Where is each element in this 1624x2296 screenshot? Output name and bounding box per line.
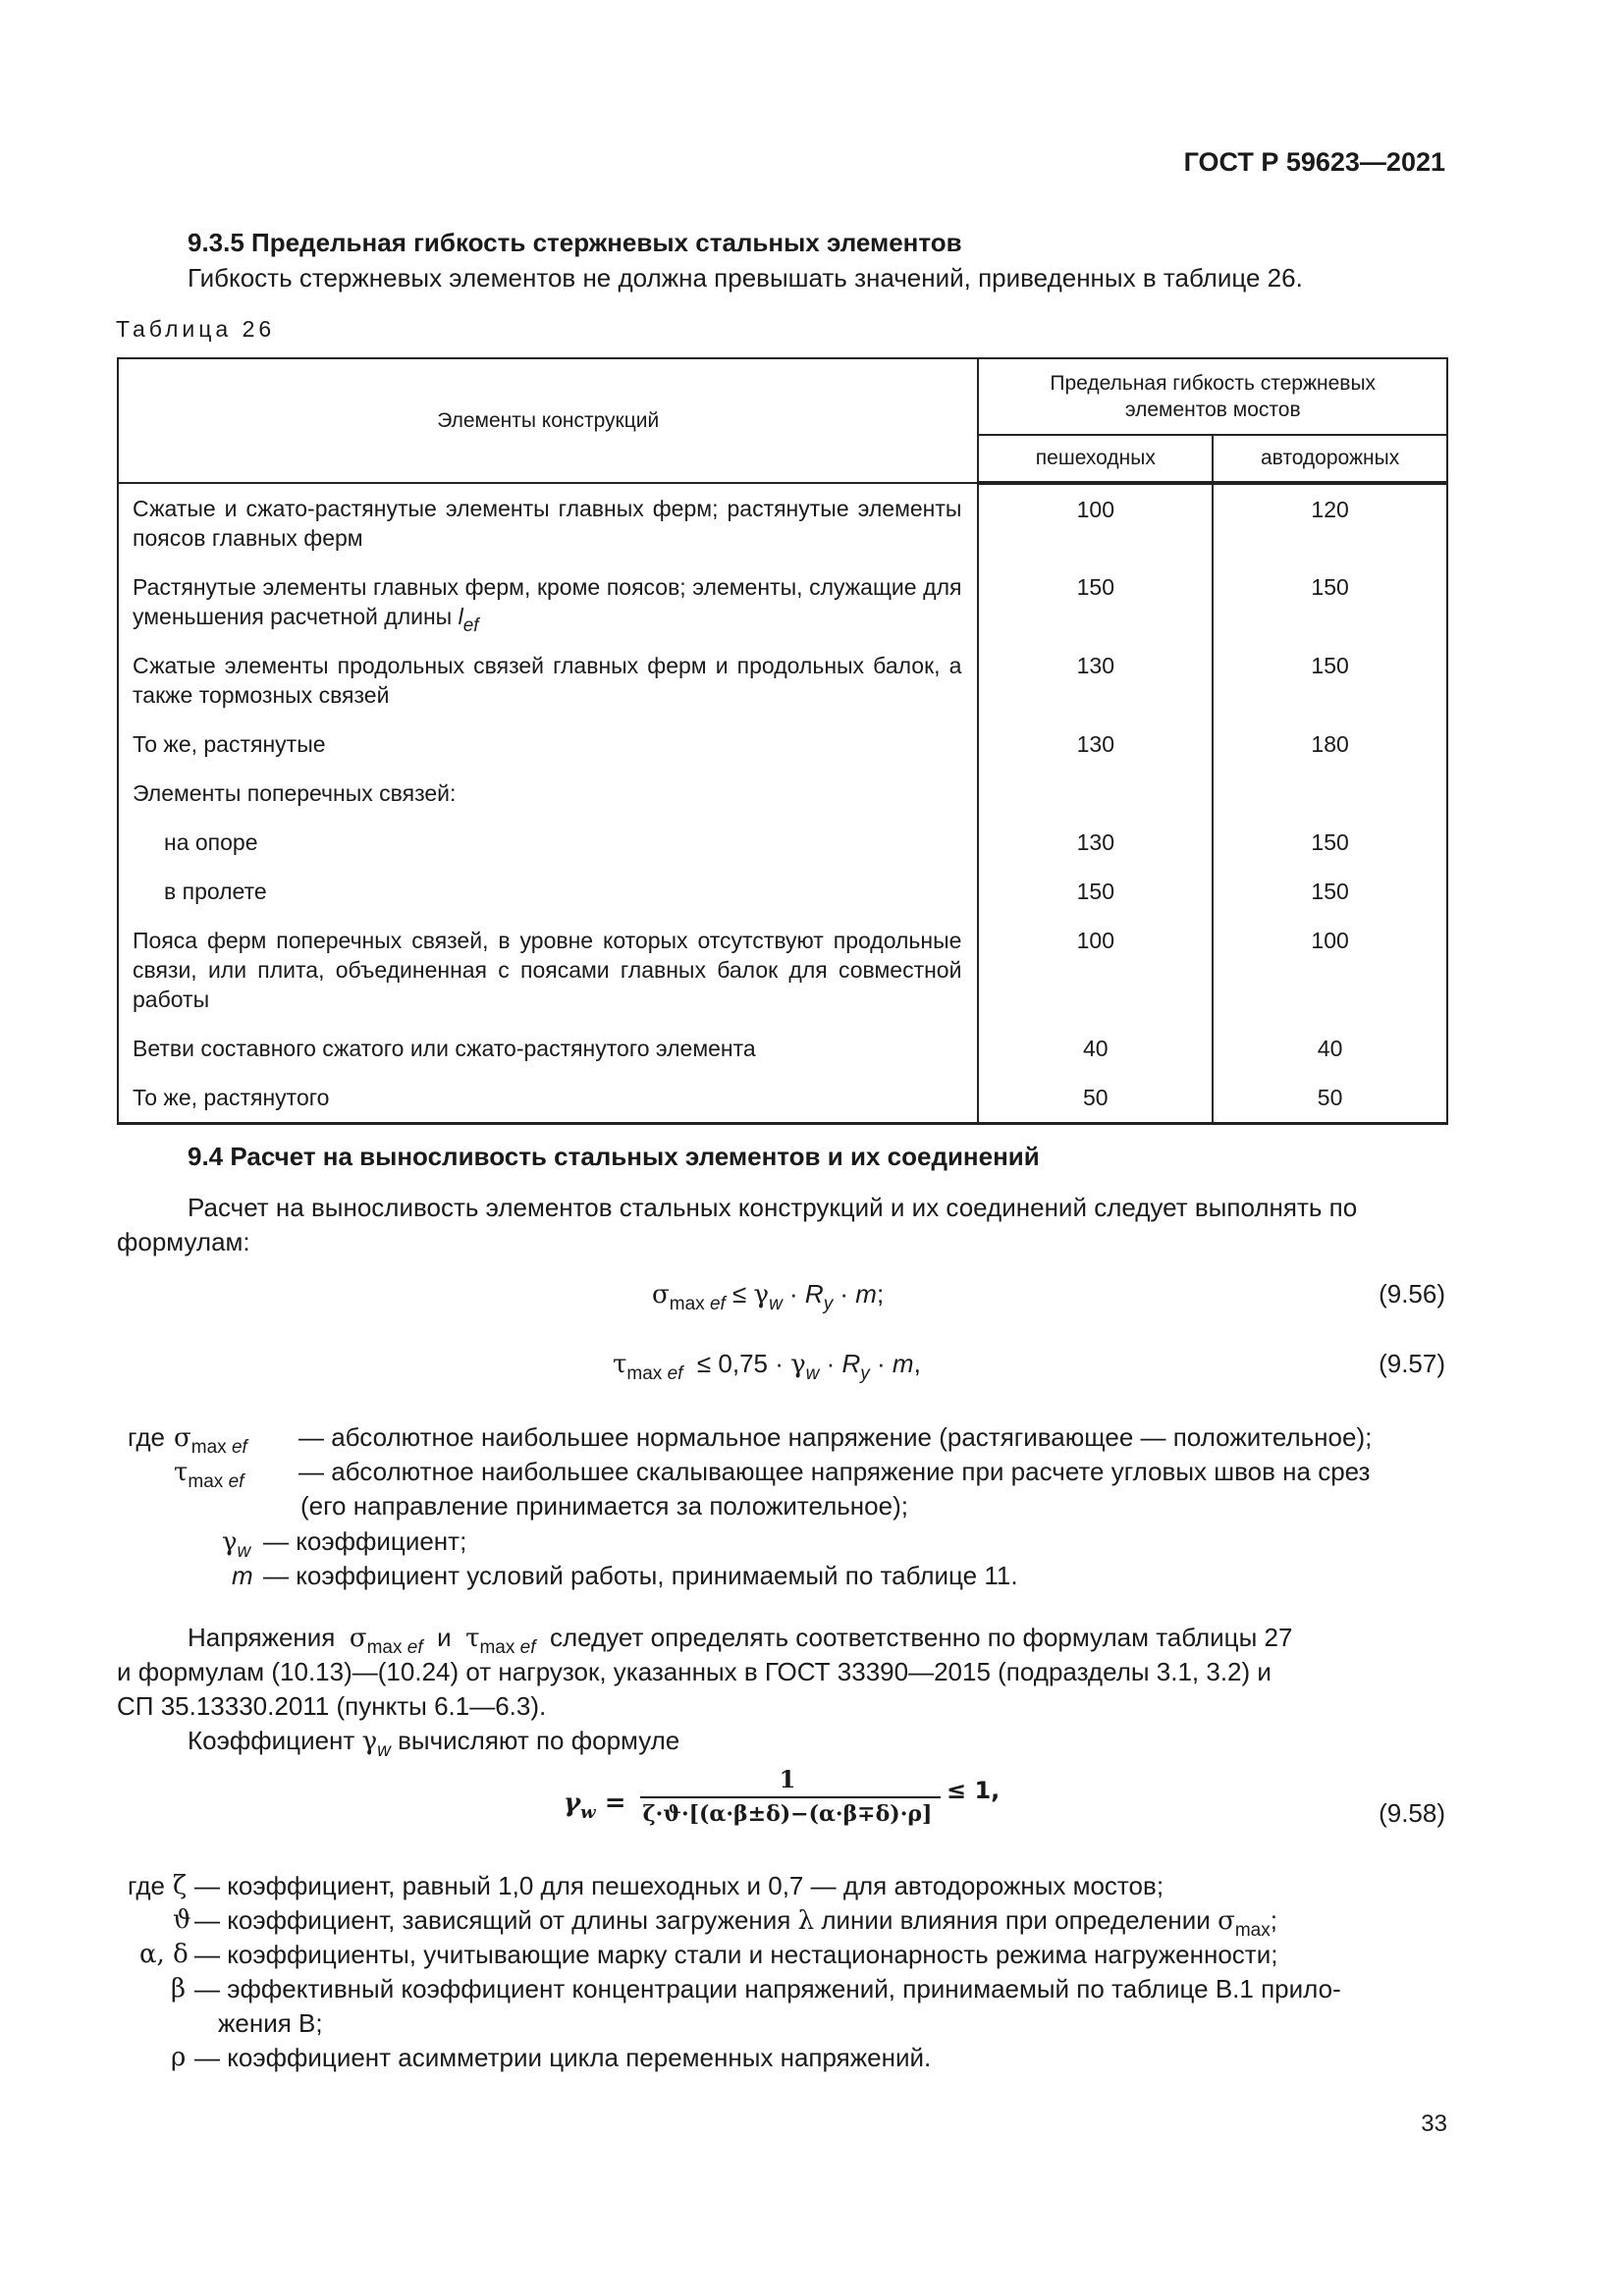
table-caption: Таблица 26 (116, 316, 276, 342)
text: линии влияния при определении (821, 1905, 1211, 1935)
definition-tau-line2: (его направление принимается за положительное); (300, 1491, 908, 1521)
row-value-pedestrian: 50 (978, 1073, 1213, 1124)
paragraph-stresses-line1: Напряжения $\sigma_{max ef}$ и $\tau_{max ef}$ следует определять соответственно по формулам таблицы 27 (188, 1623, 1293, 1658)
length-symbol: l (458, 604, 463, 629)
definition-tau-line1: — абсолютное наибольшее скалывающее напряжение при расчете угловых швов на срез (298, 1457, 1371, 1486)
text: вычисляют по формуле (398, 1726, 680, 1755)
text: следует определять соответственно по формулам таблицы 27 (549, 1623, 1293, 1652)
formula-denominator: ζ·ϑ·[(α·β±δ)−(α·β∓δ)·ρ] (642, 1801, 933, 1827)
definition-sigma: — абсолютное наибольшее нормальное напряжение (растягивающее — положительное); (298, 1422, 1373, 1452)
row-value-pedestrian: 150 (978, 562, 1213, 641)
formula-9-56: $\sigma_{max ef} \le \gamma_w \cdot R_y \cdot m$; (652, 1279, 885, 1314)
table-row (118, 769, 1447, 818)
table-header-group-line1: Предельная гибкость стержневых (1050, 372, 1377, 395)
row-value-road: 150 (1213, 818, 1447, 867)
row-value-road: 50 (1213, 1073, 1447, 1124)
row-value-pedestrian: 130 (978, 818, 1213, 867)
row-value-road: 120 (1213, 483, 1447, 562)
symbol-alpha-delta: α, δ (139, 1940, 189, 1969)
document-code: ГОСТ Р 59623—2021 (1183, 147, 1445, 177)
definition-alpha-delta: — коэффициенты, учитывающие марку стали и нестационарность режима нагруженности; (194, 1940, 1278, 1969)
definition-m: — коэффициент условий работы, принимаемый по таблице 11. (263, 1561, 1018, 1590)
row-label: в пролете (118, 867, 978, 916)
row-label-text: Растянутые элементы главных ферм, кроме поясов; элементы, служащие для уменьшения расчетной длины (133, 574, 962, 629)
row-value-road: 150 (1213, 867, 1447, 916)
formula-numerator: 1 (779, 1765, 796, 1793)
length-subscript: ef (462, 615, 479, 636)
row-label (118, 562, 978, 641)
row-label: Сжатые и сжато-растянутые элементы главных ферм; растянутые элементы поясов главных ферм (118, 483, 978, 562)
row-value-pedestrian: 130 (978, 641, 1213, 720)
text: — коэффициент, зависящий от длины загружения (194, 1905, 791, 1935)
paragraph-stresses-line2: и формулам (10.13)—(10.24) от нагрузок, указанных в ГОСТ 33390—2015 (подразделы 3.1, 3.2) и (117, 1657, 1272, 1686)
paragraph-stresses-line3: СП 35.13330.2011 (пункты 6.1—6.3). (117, 1691, 547, 1721)
equation-number-9-58: (9.58) (1379, 1798, 1445, 1828)
row-value-road: 40 (1213, 1024, 1447, 1073)
text: Коэффициент (188, 1726, 355, 1755)
symbol-zeta: ζ (173, 1871, 188, 1900)
table-row (118, 818, 1447, 867)
row-value-pedestrian: 100 (978, 483, 1213, 562)
row-label: Сжатые элементы продольных связей главных ферм и продольных балок, а также тормозных связей (118, 641, 978, 720)
table-row (118, 1024, 1447, 1073)
definition-beta-line1: — эффективный коэффициент концентрации напряжений, принимаемый по таблице В.1 прило- (194, 1974, 1341, 2003)
formula-inequality: ≤ 1, (947, 1777, 1001, 1804)
row-value-road: 150 (1213, 562, 1447, 641)
row-label: То же, растянутые (118, 720, 978, 769)
symbol-theta: ϑ (173, 1905, 191, 1935)
intro-line-2: формулам: (117, 1227, 250, 1256)
row-value-pedestrian: 130 (978, 720, 1213, 769)
formula-lhs: $\gamma_w$ = (564, 1789, 626, 1823)
fraction-bar (640, 1796, 941, 1798)
row-value-pedestrian: 40 (978, 1024, 1213, 1073)
table-26 (117, 357, 1448, 1125)
table-row (118, 1073, 1447, 1124)
symbol-tau: $\tau_{max ef}$ (174, 1458, 244, 1492)
row-label: на опоре (118, 818, 978, 867)
section-text-9-3-5: Гибкость стержневых элементов не должна превышать значений, приведенных в таблице 26. (188, 263, 1303, 293)
definition-gamma: — коэффициент; (263, 1526, 467, 1556)
definition-beta-line2: жения В; (218, 2008, 323, 2038)
table-row (118, 562, 1447, 641)
where-label: где (128, 1422, 165, 1452)
table-header-road: автодорожных (1213, 435, 1447, 483)
symbol-rho: ρ (171, 2043, 187, 2072)
definition-theta: — коэффициент, зависящий от длины загружения λ линии влияния при определении $\sigma_{max}$; (194, 1905, 1277, 1941)
paragraph-coefficient: Коэффициент $\gamma_w$ вычисляют по формуле (188, 1726, 680, 1761)
symbol-gamma-w: $\gamma_w$ (222, 1527, 251, 1562)
table-row (118, 483, 1447, 562)
intro-line-1: Расчет на выносливость элементов стальных конструкций и их соединений следует выполнять по (188, 1193, 1358, 1222)
definition-zeta: — коэффициент, равный 1,0 для пешеходных и 0,7 — для автодорожных мостов; (194, 1871, 1164, 1900)
table-header-group (978, 358, 1447, 435)
row-value-pedestrian: 100 (978, 916, 1213, 1024)
table-row (118, 916, 1447, 1024)
symbol-m: m (232, 1561, 253, 1590)
row-value-road: 150 (1213, 641, 1447, 720)
section-heading-9-4: 9.4 Расчет на выносливость стальных элементов и их соединений (188, 1142, 1040, 1171)
definition-rho: — коэффициент асимметрии цикла переменных напряжений. (194, 2043, 932, 2072)
symbol-beta: β (171, 1974, 187, 2003)
table-row (118, 720, 1447, 769)
row-label: То же, растянутого (118, 1073, 978, 1124)
table-header-group-line2: элементов мостов (1124, 399, 1301, 421)
equation-number-9-57: (9.57) (1379, 1349, 1445, 1378)
formula-coefficient: 0,75 (718, 1349, 768, 1378)
text: и (437, 1623, 452, 1652)
row-label: Элементы поперечных связей: (118, 769, 978, 818)
equation-number-9-56: (9.56) (1379, 1279, 1445, 1308)
row-label: Ветви составного сжатого или сжато-растянутого элемента (118, 1024, 978, 1073)
row-value-pedestrian (978, 769, 1213, 818)
table-header-elements: Элементы конструкций (118, 358, 978, 483)
table-row (118, 641, 1447, 720)
row-value-road: 100 (1213, 916, 1447, 1024)
section-heading-9-3-5: 9.3.5 Предельная гибкость стержневых стальных элементов (188, 228, 962, 257)
table-header-pedestrian: пешеходных (978, 435, 1213, 483)
row-value-road (1213, 769, 1447, 818)
row-value-road: 180 (1213, 720, 1447, 769)
symbol-sigma: $\sigma_{max ef}$ (174, 1423, 247, 1458)
formula-9-57: $\tau_{max ef} \le 0,75 \cdot \gamma_w \cdot R_y \cdot m$, (613, 1349, 921, 1384)
row-label: Пояса ферм поперечных связей, в уровне которых отсутствуют продольные связи, или плита, объединенная с поясами главных балок для совместной работы (118, 916, 978, 1024)
page-number: 33 (1421, 2110, 1447, 2137)
row-value-pedestrian: 150 (978, 867, 1213, 916)
table-row (118, 867, 1447, 916)
where-label: где (128, 1871, 165, 1900)
text: Напряжения (188, 1623, 336, 1652)
